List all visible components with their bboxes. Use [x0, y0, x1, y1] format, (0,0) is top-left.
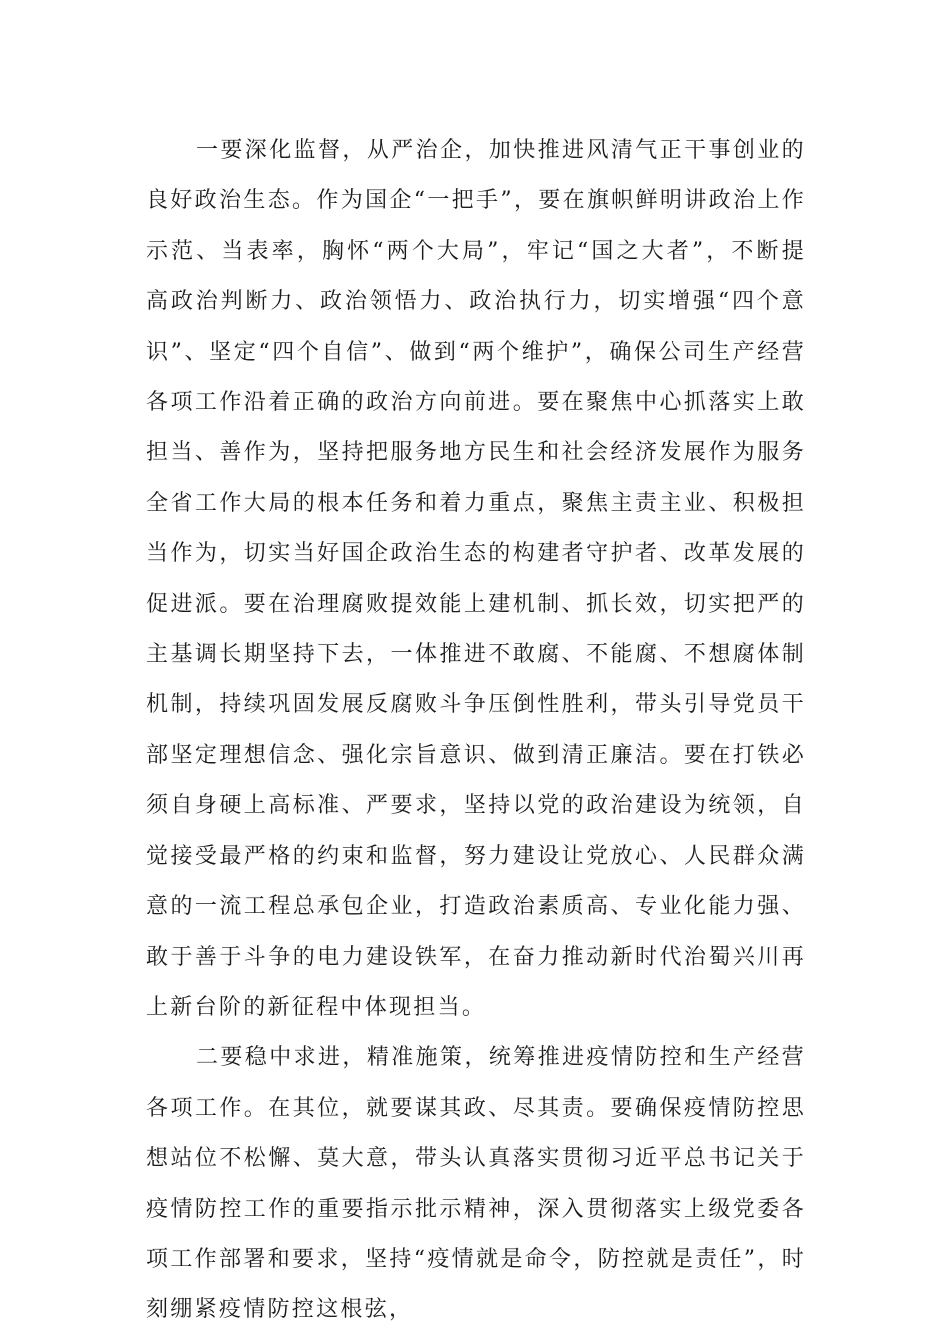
document-body — [146, 126, 806, 1336]
paragraph-1: 一要深化监督，从严治企，加快推进风清气正干事创业的良好政治生态。作为国企“一把手”，要在旗帜鲜明讲政治上作示范、当表率，胸怀“两个大局”，牢记“国之大者”，不断提高政治判断力、政治领悟力、政治执行力，切实增强“四个意识”、坚定“四个自信”、做到“两个维护”，确保公司生产经营各项工作沿着正确的政治方向前进。要在聚焦中心抓落实上敢担当、善作为，坚持把服务地方民生和社会经济发展作为服务全省工作大局的根本任务和着力重点，聚焦主责主业、积极担当作为，切实当好国企政治生态的构建者守护者、改革发展的促进派。要在治理腐败提效能上建机制、抓长效，切实把严的主基调长期坚持下去，一体推进不敢腐、不能腐、不想腐体制机制，持续巩固发展反腐败斗争压倒性胜利，带头引导党员干部坚定理想信念、强化宗旨意识、做到清正廉洁。要在打铁必须自身硬上高标准、严要求，坚持以党的政治建设为统领，自觉接受最严格的约束和监督，努力建设让党放心、人民群众满意的一流工程总承包企业，打造政治素质高、专业化能力强、敢于善于斗争的电力建设铁军，在奋力推动新时代治蜀兴川再上新台阶的新征程中体现担当。 — [146, 138, 806, 1020]
paragraph-2: 二要稳中求进，精准施策，统筹推进疫情防控和生产经营各项工作。在其位，就要谋其政、尽其责。要确保疫情防控思想站位不松懈、莫大意，带头认真落实贯彻习近平总书记关于疫情防控工作的重要指示批示精神，深入贯彻落实上级党委各项工作部署和要求，坚持“疫情就是命令，防控就是责任”，时刻绷紧疫情防控这根弦， — [146, 1045, 806, 1323]
